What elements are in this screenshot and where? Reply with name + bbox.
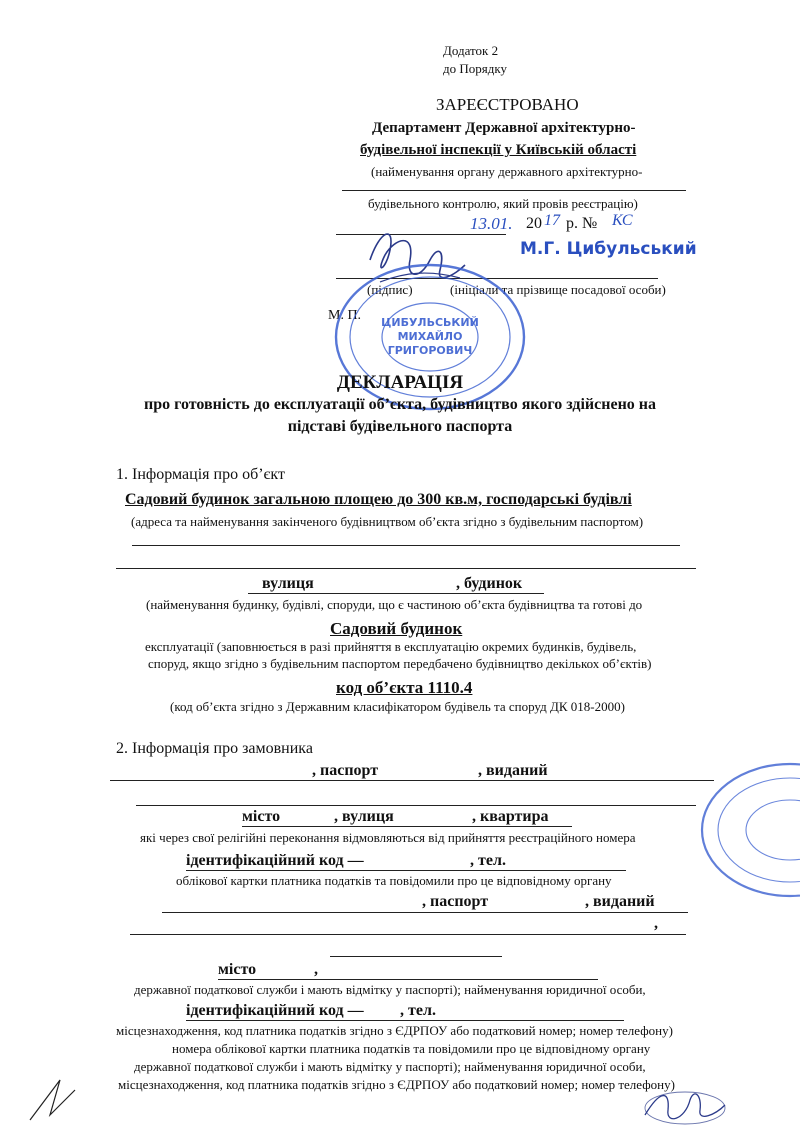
customer-line-1 [110, 780, 714, 781]
street-label: вулиця [262, 575, 314, 592]
department-line-1: Департамент Державної архітектурно- [372, 120, 636, 136]
code-caption: (код об’єкта згідно з Державним класифікатором будівель та споруд ДК 018-2000) [170, 699, 625, 714]
customer-street-label: , вулиця [334, 808, 394, 825]
corner-mark [20, 1060, 80, 1130]
phone-label-2: , тел. [400, 1002, 436, 1019]
building-caption-1: (найменування будинку, будівлі, споруди, що є частиною об’єкта будівництва та готові до [146, 597, 643, 612]
tax-caption: державної податкової служби і мають відмітку у паспорті); найменування юридичної особи, [134, 982, 646, 997]
appendix-line-1: Додаток 2 [443, 43, 499, 58]
seal-name-1: ЦИБУЛЬСЬКИЙ [381, 316, 479, 329]
city-label: місто [242, 808, 281, 825]
object-extra-line-2 [116, 568, 696, 569]
comma-mark: , [654, 915, 658, 932]
customer-line-5 [330, 956, 502, 957]
building-value: Садовий будинок [330, 619, 463, 638]
appendix-line-2: до Порядку [443, 61, 507, 76]
passport-label: , паспорт [312, 762, 379, 779]
id-code-label: ідентифікаційний код — [186, 852, 364, 869]
id-code-underline [186, 870, 626, 871]
year-suffix: р. № [566, 215, 598, 232]
card-caption: облікової картки платника податків та повідомили про це відповідному органу [176, 873, 612, 888]
authority-caption-2: будівельного контролю, який провів реєстрацію) [368, 196, 638, 211]
number-handwritten: КС [612, 212, 633, 229]
department-line-2: будівельної інспекції у Київській області [360, 142, 637, 158]
declaration-title: ДЕКЛАРАЦІЯ [336, 372, 464, 393]
customer-line-2 [136, 805, 696, 806]
year-handwritten: 17 [544, 212, 560, 229]
section2-heading: 2. Інформація про замовника [116, 740, 313, 757]
registered-label: ЗАРЕЄСТРОВАНО [436, 95, 579, 114]
partial-seal-right [700, 760, 800, 900]
object-name: Садовий будинок загальною площею до 300 кв.м, господарські будівлі [125, 491, 632, 508]
issued-label: , виданий [478, 762, 548, 779]
object-extra-line-1 [132, 545, 680, 546]
signature-caption: (підпис) [367, 282, 413, 297]
year-prefix: 20 [526, 215, 542, 232]
declaration-subtitle-2: підставі будівельного паспорта [287, 418, 513, 435]
house-label: , будинок [456, 575, 523, 592]
authority-underline [342, 190, 686, 191]
customer-line-3 [162, 912, 688, 913]
object-code: код об’єкта 1110.4 [336, 678, 473, 697]
seal-name-3: ГРИГОРОВИЧ [387, 344, 473, 357]
seal-name-2: МИХАЙЛО [397, 330, 463, 343]
phone-label: , тел. [470, 852, 506, 869]
comma-mark-2: , [314, 961, 318, 978]
location-caption: місцезнаходження, код платника податків згідно з ЄДРПОУ або податковий номер; номер телефону) [116, 1023, 673, 1038]
card-caption-2: номера облікової картки платника податків та повідомили про це відповідному органу [172, 1041, 651, 1056]
section1-heading: 1. Інформація про об’єкт [116, 466, 285, 483]
id-code-label-2: ідентифікаційний код — [186, 1002, 364, 1019]
id-code-underline-2 [186, 1020, 624, 1021]
object-caption: (адреса та найменування закінченого будівництвом об’єкта згідно з будівельним паспортом) [131, 514, 644, 529]
religious-caption: які через свої релігійні переконання відмовляються від прийняття реєстраційного номера [140, 830, 636, 845]
issued-label-2: , виданий [585, 893, 655, 910]
authority-caption-1: (найменування органу державного архітектурно- [371, 164, 643, 179]
officer-caption: (ініціали та прізвище посадової особи) [450, 282, 666, 297]
passport-label-2: , паспорт [422, 893, 489, 910]
date-handwritten: 13.01. [470, 214, 513, 233]
building-caption-2: експлуатації (заповнюється в разі прийняття в експлуатацію окремих будинків, будівель, [145, 639, 637, 654]
building-caption-3: споруд, якщо згідно з будівельним паспортом передбачено будівництво декількох об’єктів) [148, 656, 652, 671]
tax-caption-2: державної податкової служби і мають відмітку у паспорті); найменування юридичної особи, [134, 1059, 646, 1074]
customer-line-4 [130, 934, 686, 935]
address-underline [242, 826, 572, 827]
bottom-signature [640, 1080, 730, 1130]
officer-name-stamp: М.Г. Цибульський [520, 239, 697, 259]
location-caption-2: місцезнаходження, код платника податків згідно з ЄДРПОУ або податковий номер; номер телефону) [118, 1077, 675, 1092]
declaration-subtitle-1: про готовність до експлуатації об’єкта, будівництво якого здійснено на [143, 396, 656, 413]
city-underline-2 [218, 979, 598, 980]
apartment-label: , квартира [472, 808, 549, 825]
city-label-2: місто [218, 961, 257, 978]
seal-abbreviation: М. П. [328, 308, 362, 323]
